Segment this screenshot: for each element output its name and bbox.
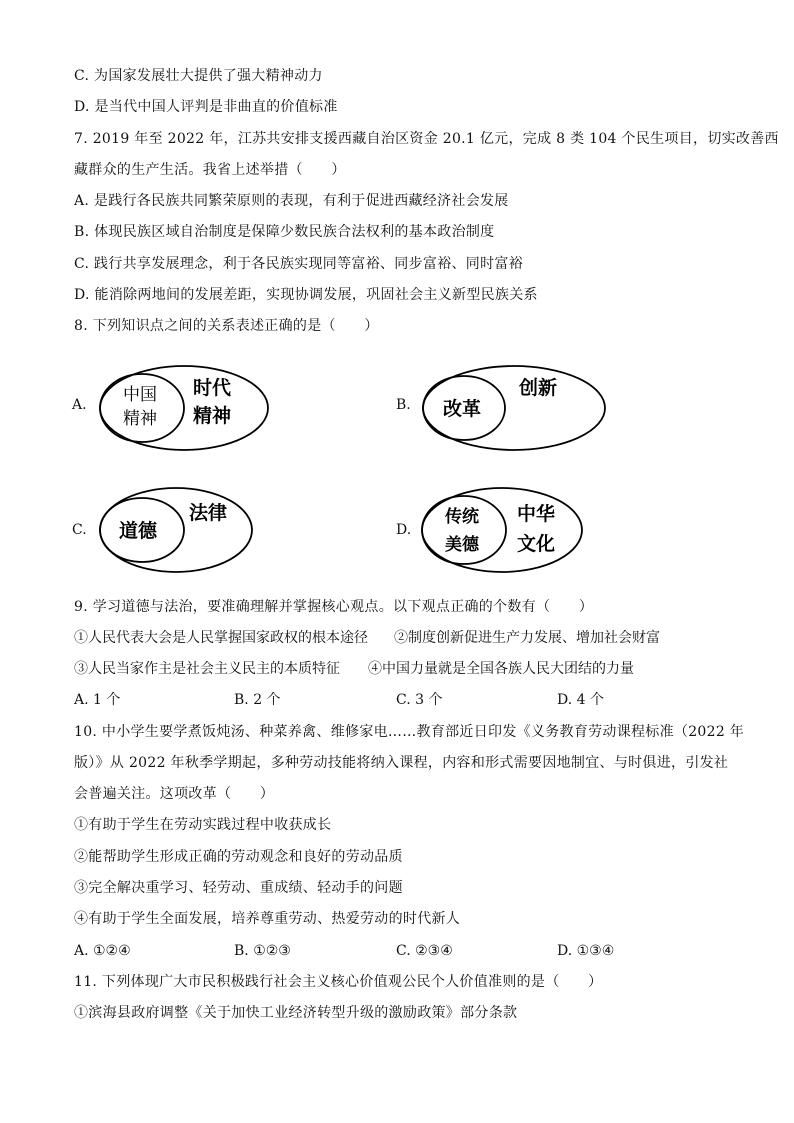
q9-option-c: C. 3 个 xyxy=(396,692,443,708)
outer-label: 法律 xyxy=(188,502,228,524)
q7-option-a: A. 是践行各民族共同繁荣原则的表现，有利于促进西藏经济社会发展 xyxy=(74,193,509,209)
q10-statement-3: ③完全解决重学习、轻劳动、重成绩、轻动手的问题 xyxy=(74,880,403,896)
inner-label-line1: 中国 xyxy=(123,385,157,405)
q11-stem: 11. 下列体现广大市民积极践行社会主义核心价值观公民个人价值准则的是（ ） xyxy=(74,974,603,990)
outer-label: 创新 xyxy=(518,377,558,399)
q7-option-d: D. 能消除两地间的发展差距，实现协调发展，巩固社会主义新型民族关系 xyxy=(74,287,538,303)
q7-option-b: B. 体现民族区域自治制度是保障少数民族合法权利的基本政治制度 xyxy=(74,224,495,240)
inner-label-line2: 精神 xyxy=(123,409,157,429)
q10-statement-4: ④有助于学生全面发展，培养尊重劳动、热爱劳动的时代新人 xyxy=(74,911,461,927)
q10-stem-line3: 会普遍关注。这项改革（ ） xyxy=(74,786,275,802)
q8-diagram-a-label: A. xyxy=(72,397,87,413)
q7-option-c: C. 践行共享发展理念，利于各民族实现同等富裕、同步富裕、同时富裕 xyxy=(74,256,524,272)
inner-label-line2: 美德 xyxy=(445,535,479,555)
outer-ellipse xyxy=(422,488,582,572)
q10-stem-line2: 版）》从 2022 年秋季学期起，多种劳动技能将纳入课程，内容和形式需要因地制宜、与时俱进，引发社 xyxy=(74,755,729,771)
q10-stem-line1: 10. 中小学生要学煮饭炖汤、种菜养禽、维修家电……教育部近日印发《义务教育劳动课程标准（2022 年 xyxy=(74,724,745,740)
q9-stem: 9. 学习道德与法治，要准确理解并掌握核心观点。以下观点正确的个数有（ ） xyxy=(74,599,594,615)
q9-option-a: A. 1 个 xyxy=(74,692,121,708)
q10-statement-2: ②能帮助学生形成正确的劳动观念和良好的劳动品质 xyxy=(74,849,403,865)
q9-statement-1: ①人民代表大会是人民掌握国家政权的根本途径 xyxy=(74,630,368,646)
q8-diagram-c-label: C. xyxy=(72,522,87,538)
inner-label: 改革 xyxy=(442,398,482,420)
q6-option-c: C. 为国家发展壮大提供了强大精神动力 xyxy=(74,68,323,84)
outer-label-line1: 中华 xyxy=(516,503,556,525)
inner-label: 道德 xyxy=(118,520,158,542)
q10-option-d: D. ①③④ xyxy=(557,943,615,959)
q8-diagram-d xyxy=(418,484,588,576)
q10-option-b: B. ①②③ xyxy=(234,943,291,959)
q8-diagram-d-label: D. xyxy=(396,522,412,538)
q9-statement-3: ③人民当家作主是社会主义民主的本质特征 xyxy=(74,661,340,677)
q7-stem-line1: 7. 2019 年至 2022 年，江苏共安排支援西藏自治区资金 20.1 亿元，完成 8 类 104 个民生项目，切实改善西 xyxy=(74,131,779,147)
outer-label-line1: 时代 xyxy=(192,377,232,399)
q7-stem-line2: 藏群众的生产生活。我省上述举措（ ） xyxy=(74,162,346,178)
q8-diagram-c xyxy=(96,484,256,576)
q9-option-d: D. 4 个 xyxy=(557,692,604,708)
q8-stem: 8. 下列知识点之间的关系表述正确的是（ ） xyxy=(74,318,379,334)
q11-statement-1: ①滨海县政府调整《关于加快工业经济转型升级的激励政策》部分条款 xyxy=(74,1005,518,1021)
q9-option-b: B. 2 个 xyxy=(234,692,281,708)
q10-option-c: C. ②③④ xyxy=(396,943,453,959)
inner-label-line1: 传统 xyxy=(445,507,479,527)
q6-option-d: D. 是当代中国人评判是非曲直的价值标准 xyxy=(74,99,338,115)
outer-label-line2: 文化 xyxy=(516,533,556,555)
q10-option-a: A. ①②④ xyxy=(74,943,131,959)
q10-statement-1: ①有助于学生在劳动实践过程中收获成长 xyxy=(74,817,332,833)
q9-statement-2: ②制度创新促进生产力发展、增加社会财富 xyxy=(394,630,660,646)
q9-statement-4: ④中国力量就是全国各族人民大团结的力量 xyxy=(368,661,634,677)
q8-diagram-b xyxy=(418,362,608,454)
q8-diagram-a xyxy=(96,362,272,454)
q8-diagram-b-label: B. xyxy=(396,397,411,413)
outer-label-line2: 精神 xyxy=(192,405,232,427)
